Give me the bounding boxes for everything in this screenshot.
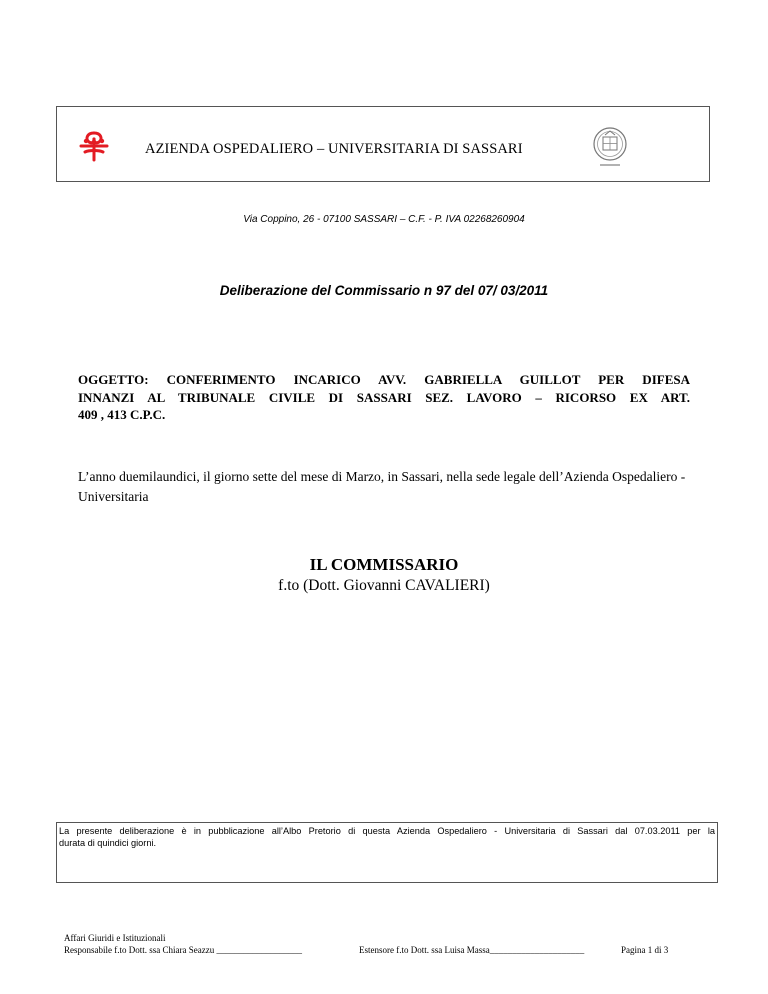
subject-line-1 (78, 371, 690, 389)
footer-responsible: Responsabile f.to Dott. ssa Chiara Seazzu ___________________ (64, 945, 302, 955)
publication-line-1: La presente deliberazione è in pubblicazione all’Albo Pretorio di questa Azienda Ospedaliero - Universitaria di Sassari dal 07.03.2011 per la (59, 826, 715, 836)
footer-author: Estensore f.to Dott. ssa Luisa Massa_____________________ (359, 945, 585, 955)
publication-notice (56, 822, 718, 883)
header-box (56, 106, 710, 182)
publication-line-2: durata di quindici giorni. (59, 838, 157, 848)
subject-text-1: : CONFERIMENTO INCARICO AVV. GABRIELLA GUILLOT PER DIFESA (144, 372, 690, 387)
signer-block (0, 554, 768, 596)
university-seal-icon (585, 125, 635, 169)
subject-label: OGGETTO (78, 372, 145, 387)
footer-department: Affari Giuridi e Istituzionali (64, 933, 166, 943)
deliberation-title: Deliberazione del Commissario n 97 del 07/ 03/2011 (219, 283, 549, 298)
signer-name: f.to (Dott. Giovanni CAVALIERI) (278, 577, 490, 594)
page-footer (64, 932, 724, 956)
intro-paragraph: L’anno duemilaundici, il giorno sette del mese di Marzo, in Sassari, nella sede legale dell’Azienda Ospedaliero - Universitaria (78, 469, 686, 504)
subject-line-2: INNANZI AL TRIBUNALE CIVILE DI SASSARI SEZ. LAVORO – RICORSO EX ART. (78, 389, 690, 405)
signer-role: IL COMMISSARIO (309, 555, 459, 574)
subject-block (78, 371, 690, 424)
hospital-logo-icon (77, 129, 111, 163)
subject-line-3: 409 , 413 C.P.C. (78, 407, 166, 422)
address-line: Via Coppino, 26 - 07100 SASSARI – C.F. - P. IVA 02268260904 (243, 214, 525, 225)
footer-page-number: Pagina 1 di 3 (621, 945, 669, 955)
institution-title: AZIENDA OSPEDALIERO – UNIVERSITARIA DI SASSARI (145, 141, 523, 157)
